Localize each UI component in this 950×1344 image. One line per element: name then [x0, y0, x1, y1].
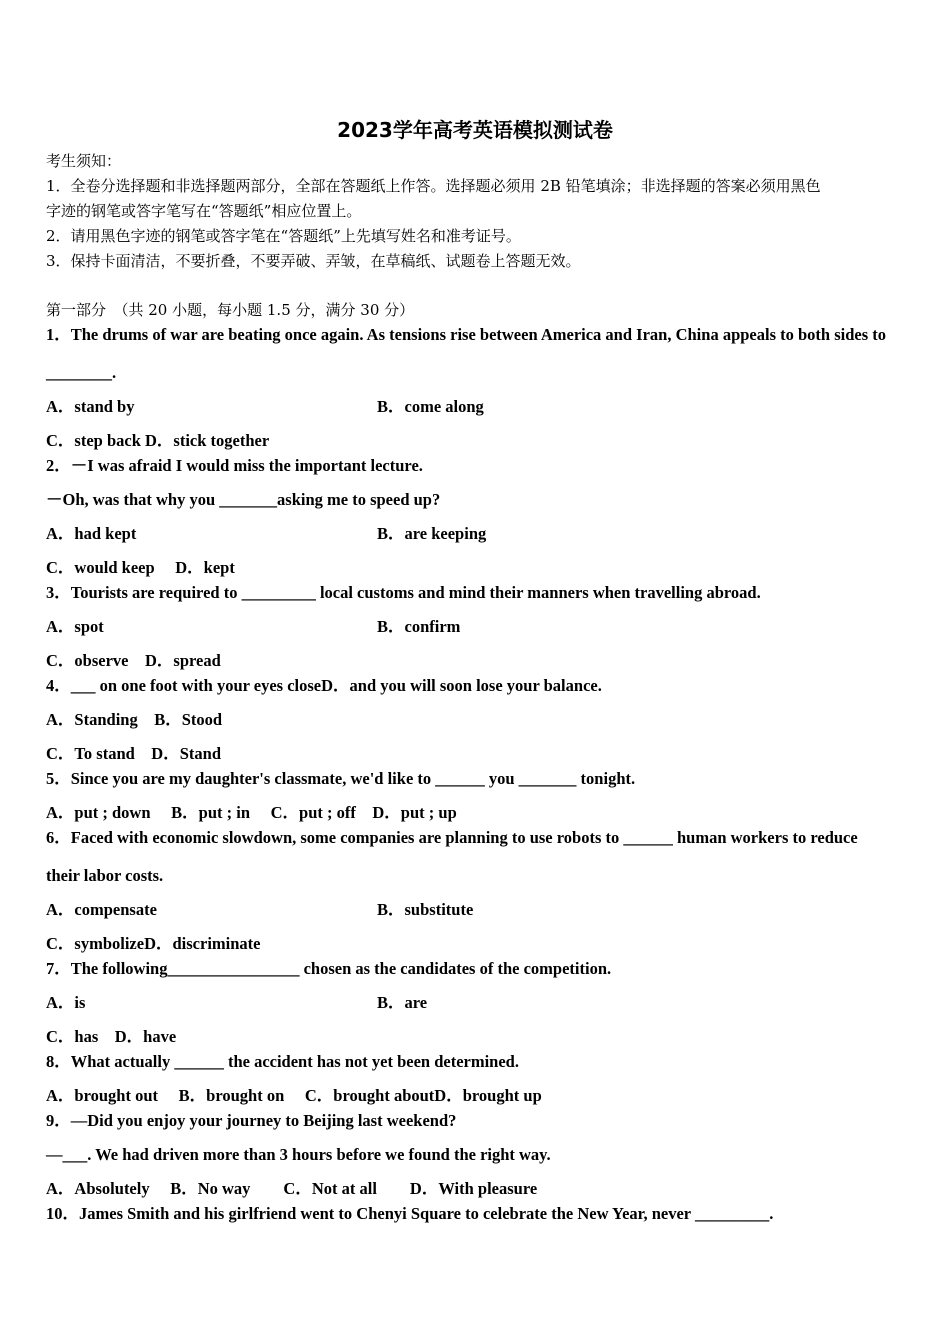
question-6-stem-2: their labor costs.: [46, 866, 164, 885]
question-1-blank: ________.: [46, 363, 117, 382]
notice-line-1: 1．全卷分选择题和非选择题两部分，全部在答题纸上作答。选择题必须用 2B 铅笔填涂；非选择题的答案必须用黑色: [46, 177, 821, 195]
question-9-stem: 9．—Did you enjoy your journey to Beijing last weekend?: [46, 1111, 457, 1130]
question-7-options-cd: C．has D．have: [46, 1027, 177, 1046]
question-2-stem-2: －Oh, was that why you _______asking me to speed up?: [46, 490, 441, 509]
question-2-options-cd: C．would keep D．kept: [46, 558, 235, 577]
question-9-options: A．Absolutely B．No way C．Not at all D．With pleasure: [46, 1179, 538, 1198]
question-3-option-a: A．spot: [46, 617, 104, 636]
question-9-stem-2: —___. We had driven more than 3 hours before we found the right way.: [46, 1145, 551, 1164]
question-3-options-cd: C．observe D．spread: [46, 651, 221, 670]
question-2-option-b: B．are keeping: [377, 524, 487, 543]
notice-line-2: 2．请用黑色字迹的钢笔或答字笔在“答题纸”上先填写姓名和准考证号。: [46, 227, 521, 245]
question-3-option-b: B．confirm: [377, 617, 461, 636]
question-1-options-cd: C．step back D．stick together: [46, 431, 270, 450]
question-8-options: A．brought out B．brought on C．brought aboutD．brought up: [46, 1086, 542, 1105]
question-6-option-a: A．compensate: [46, 900, 157, 919]
section-heading: 第一部分 （共 20 小题，每小题 1.5 分，满分 30 分）: [46, 301, 415, 319]
question-8-stem: 8．What actually ______ the accident has not yet been determined.: [46, 1052, 519, 1071]
question-5-options: A．put ; down B．put ; in C．put ; off D．put ; up: [46, 803, 457, 822]
question-7-option-a: A．is: [46, 993, 86, 1012]
question-1-stem: 1．The drums of war are beating once again. As tensions rise between America and Iran, China appeals to both sides to: [46, 325, 887, 344]
exam-title: 2023学年高考英语模拟测试卷: [337, 118, 613, 142]
question-6-stem: 6．Faced with economic slowdown, some companies are planning to use robots to ______ human workers to reduce: [46, 828, 858, 847]
notice-heading: 考生须知：: [46, 152, 122, 170]
question-4-options-cd: C．To stand D．Stand: [46, 744, 221, 763]
question-10-stem: 10．James Smith and his girlfriend went to Chenyi Square to celebrate the New Year, never _________.: [46, 1204, 774, 1223]
question-4-stem: 4．___ on one foot with your eyes closeD．and you will soon lose your balance.: [46, 676, 602, 695]
question-5-stem: 5．Since you are my daughter's classmate, we'd like to ______ you _______ tonight.: [46, 769, 636, 788]
question-1-option-b: B．come along: [377, 397, 484, 416]
question-6-options-cd: C．symbolizeD．discriminate: [46, 934, 261, 953]
question-2-option-a: A．had kept: [46, 524, 137, 543]
question-2-stem: 2．－I was afraid I would miss the important lecture.: [46, 456, 423, 475]
notice-line-1-cont: 字迹的钢笔或答字笔写在“答题纸”相应位置上。: [46, 202, 362, 220]
notice-line-3: 3．保持卡面清洁，不要折叠，不要弄破、弄皱，在草稿纸、试题卷上答题无效。: [46, 252, 581, 270]
question-7-option-b: B．are: [377, 993, 428, 1012]
question-6-option-b: B．substitute: [377, 900, 474, 919]
question-7-stem: 7．The following________________ chosen as the candidates of the competition.: [46, 959, 612, 978]
question-1-option-a: A．stand by: [46, 397, 135, 416]
question-3-stem: 3．Tourists are required to _________ local customs and mind their manners when travelling abroad.: [46, 583, 761, 602]
question-4-options-ab: A．Standing B．Stood: [46, 710, 223, 729]
